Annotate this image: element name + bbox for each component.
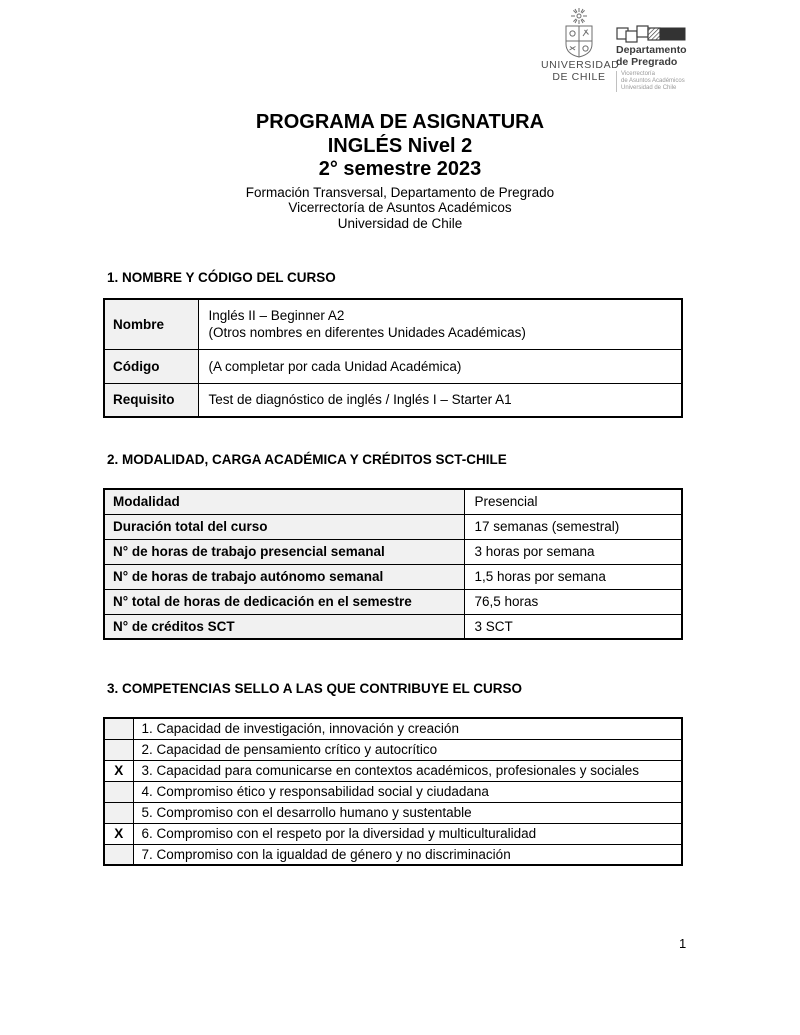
department-name-line1: Departamento	[616, 44, 687, 56]
university-logo	[541, 7, 620, 83]
department-subtext-line1: Vicerrectoría	[621, 71, 655, 77]
table-row	[104, 739, 682, 760]
competencia-3-text: 3. Capacidad para comunicarse en contextos académicos, profesionales y sociales	[133, 760, 682, 781]
table-row	[104, 718, 682, 739]
department-logo	[616, 24, 694, 92]
competencia-6-text: 6. Compromiso con el respeto por la diversidad y multiculturalidad	[133, 823, 682, 844]
department-subtext-line2: de Asuntos Académicos	[621, 78, 685, 84]
competencia-4-text: 4. Compromiso ético y responsabilidad social y ciudadana	[133, 781, 682, 802]
department-subtext	[616, 71, 694, 92]
row-value-horas-autonomo: 1,5 horas por semana	[464, 564, 682, 589]
row-label-horas-autonomo: N° de horas de trabajo autónomo semanal	[104, 564, 464, 589]
row-label-modalidad: Modalidad	[104, 489, 464, 514]
table-row	[104, 760, 682, 781]
competencia-2-checkbox	[104, 739, 133, 760]
table-row	[104, 781, 682, 802]
course-title: INGLÉS Nivel 2	[327, 134, 473, 157]
section-nombre-codigo	[103, 270, 683, 418]
row-value-codigo: (A completar por cada Unidad Académica)	[198, 349, 682, 383]
department-subtext-line3: Universidad de Chile	[621, 85, 677, 91]
competencia-2-text: 2. Capacidad de pensamiento crítico y autocrítico	[133, 739, 682, 760]
department-squares-icon	[616, 24, 686, 43]
subtitle-line2: Vicerrectoría de Asuntos Académicos	[288, 200, 512, 215]
table-row	[104, 489, 682, 514]
nombre-value-line2: (Otros nombres en diferentes Unidades Académicas)	[208, 325, 526, 341]
row-value-modalidad: Presencial	[464, 489, 682, 514]
university-name-line1: UNIVERSIDAD	[541, 59, 620, 71]
table-row	[104, 844, 682, 865]
section-modalidad-creditos	[103, 452, 683, 640]
row-value-horas-presencial: 3 horas por semana	[464, 539, 682, 564]
document-title: PROGRAMA DE ASIGNATURA	[255, 111, 545, 133]
semester-title: 2° semestre 2023	[318, 158, 482, 180]
modalidad-table	[103, 488, 683, 640]
row-label-duracion: Duración total del curso	[104, 514, 464, 539]
section2-heading: 2. MODALIDAD, CARGA ACADÉMICA Y CRÉDITOS SCT-CHILE	[107, 452, 507, 467]
table-row	[104, 564, 682, 589]
competencia-6-checkbox: X	[104, 823, 133, 844]
section-competencias-sello	[103, 681, 683, 866]
row-value-duracion: 17 semanas (semestral)	[464, 514, 682, 539]
table-row	[104, 349, 682, 383]
subtitle-line3: Universidad de Chile	[337, 215, 463, 231]
section1-heading: 1. NOMBRE Y CÓDIGO DEL CURSO	[107, 270, 336, 285]
row-value-horas-totales: 76,5 horas	[464, 589, 682, 614]
competencia-4-checkbox	[104, 781, 133, 802]
row-label-requisito: Requisito	[104, 383, 198, 417]
department-name-line2: de Pregrado	[616, 55, 678, 68]
row-label-horas-totales: N° total de horas de dedicación en el semestre	[104, 589, 464, 614]
table-row	[104, 514, 682, 539]
table-row	[104, 539, 682, 564]
section3-heading: 3. COMPETENCIAS SELLO A LAS QUE CONTRIBUYE EL CURSO	[107, 681, 523, 696]
university-name-line2: DE CHILE	[552, 71, 606, 83]
nombre-codigo-table	[103, 298, 683, 418]
university-crest-icon	[555, 7, 603, 59]
table-row	[104, 802, 682, 823]
page-number: 1	[679, 936, 687, 951]
competencia-1-text: 1. Capacidad de investigación, innovación y creación	[133, 718, 682, 739]
subtitle-line1: Formación Transversal, Departamento de Pregrado	[245, 184, 555, 200]
row-value-nombre	[198, 299, 682, 349]
row-label-horas-presencial: N° de horas de trabajo presencial semanal	[104, 539, 464, 564]
competencias-table	[103, 717, 683, 866]
table-row	[104, 383, 682, 417]
table-row	[104, 589, 682, 614]
row-label-codigo: Código	[104, 349, 198, 383]
row-label-creditos: N° de créditos SCT	[104, 614, 464, 639]
row-value-requisito: Test de diagnóstico de inglés / Inglés I – Starter A1	[198, 383, 682, 417]
competencia-7-text: 7. Compromiso con la igualdad de género y no discriminación	[133, 844, 682, 865]
table-row	[104, 823, 682, 844]
row-value-creditos: 3 SCT	[464, 614, 682, 639]
table-row	[104, 299, 682, 349]
competencia-1-checkbox	[104, 718, 133, 739]
title-block	[0, 111, 800, 231]
nombre-value-line1: Inglés II – Beginner A2	[208, 308, 345, 324]
competencia-5-checkbox	[104, 802, 133, 823]
competencia-5-text: 5. Compromiso con el desarrollo humano y sustentable	[133, 802, 682, 823]
row-label-nombre: Nombre	[104, 299, 198, 349]
competencia-3-checkbox: X	[104, 760, 133, 781]
competencia-7-checkbox	[104, 844, 133, 865]
table-row	[104, 614, 682, 639]
department-name	[616, 45, 694, 68]
